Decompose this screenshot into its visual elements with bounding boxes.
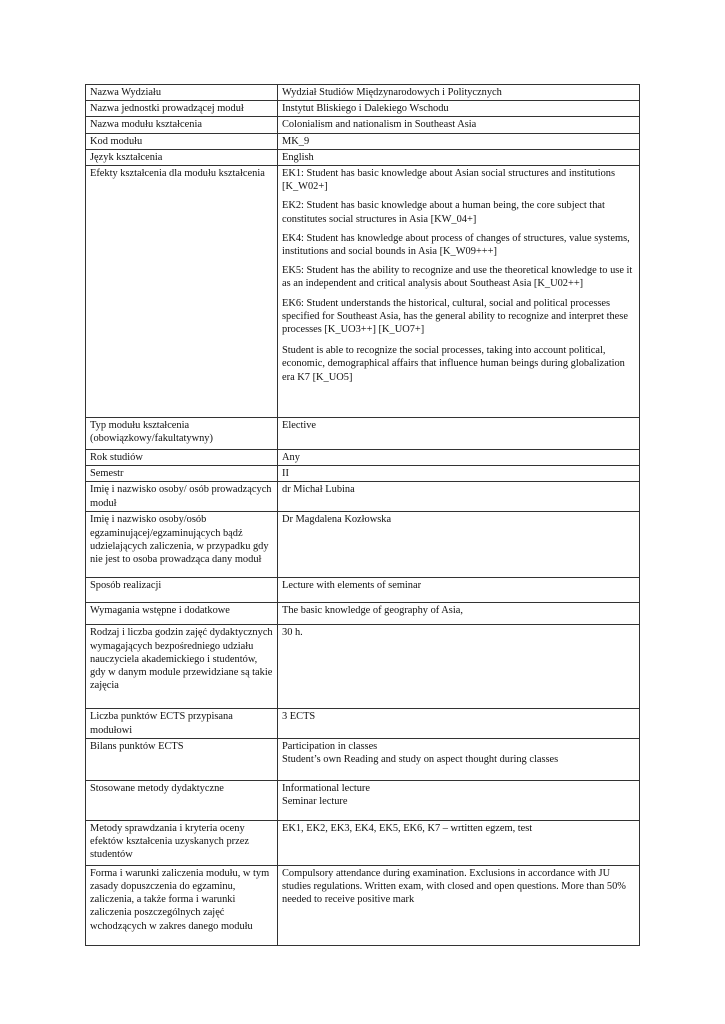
row-label: Imię i nazwisko osoby/osób egzaminującej/egzaminujących bądź udzielających zaliczenia, w przypadku gdy nie jest to osoba prowadząca dany moduł [86,512,278,578]
row-value: Elective [278,418,640,450]
row-label: Liczba punktów ECTS przypisana modułowi [86,709,278,738]
row-value: English [278,149,640,165]
table-row [86,149,640,165]
row-value [278,780,640,820]
table-row [86,820,640,865]
row-label: Kod modułu [86,133,278,149]
row-label: Bilans punktów ECTS [86,738,278,780]
row-value: MK_9 [278,133,640,149]
row-label: Efekty kształcenia dla modułu kształcenia [86,166,278,418]
row-label: Sposób realizacji [86,578,278,603]
row-value: II [278,466,640,482]
learning-effect: EK1: Student has basic knowledge about Asian social structures and institutions [K_W02+] [282,168,616,193]
table-row [86,117,640,133]
value-line: Student’s own Reading and study on aspect thought during classes [282,754,559,766]
row-value: Wydział Studiów Międzynarodowych i Politycznych [278,85,640,101]
row-label: Wymagania wstępne i dodatkowe [86,603,278,625]
row-label: Semestr [86,466,278,482]
row-value: Compulsory attendance during examination. Exclusions in accordance with JU studies regulations. Written exam, with closed and open questions. More than 50% needed to receive positive mark [278,865,640,945]
table-row [86,738,640,780]
learning-effects-cell [278,166,640,418]
row-value: Dr Magdalena Kozłowska [278,512,640,578]
table-row [86,133,640,149]
row-value [278,738,640,780]
table-row [86,482,640,512]
module-syllabus-table [85,84,640,946]
learning-effect: Student is able to recognize the social processes, taking into account political, economic, demographical affairs that influence human beings during globalization era K7 [K_UO5] [282,345,625,383]
table-row [86,578,640,603]
row-value: dr Michał Lubina [278,482,640,512]
row-value: Colonialism and nationalism in Southeast Asia [278,117,640,133]
row-value: 3 ECTS [278,709,640,738]
row-label: Forma i warunki zaliczenia modułu, w tym zasady dopuszczenia do egzaminu, zaliczenia, a także forma i warunki zaliczenia poszczególnych zajęć wchodzących w zakres danego modułu [86,865,278,945]
value-line: Participation in classes [282,740,378,752]
table-row [86,466,640,482]
table-row [86,101,640,117]
row-value: 30 h. [278,625,640,709]
table-row [86,780,640,820]
value-line: Seminar lecture [282,796,348,808]
row-value: Lecture with elements of seminar [278,578,640,603]
row-label: Imię i nazwisko osoby/ osób prowadzących moduł [86,482,278,512]
table-row [86,603,640,625]
learning-effect: EK5: Student has the ability to recognize and use the theoretical knowledge to use it as an independent and critical analysis about Southeast Asia [K_U02++] [282,265,633,290]
row-label: Nazwa Wydziału [86,85,278,101]
row-label: Rok studiów [86,450,278,466]
row-label: Nazwa jednostki prowadzącej moduł [86,101,278,117]
table-row [86,865,640,945]
table-row [86,418,640,450]
learning-effect: EK2: Student has basic knowledge about a human being, the core subject that constitutes social structures in Asia [KW_04+] [282,200,605,225]
row-label: Nazwa modułu kształcenia [86,117,278,133]
row-value: Instytut Bliskiego i Dalekiego Wschodu [278,101,640,117]
learning-effect: EK4: Student has knowledge about process of changes of structures, value systems, institutions and social bounds in Asia [K_W09+++] [282,232,630,258]
row-value: The basic knowledge of geography of Asia, [278,603,640,625]
row-value: EK1, EK2, EK3, EK4, EK5, EK6, K7 – wrtitten egzem, test [278,820,640,865]
table-row [86,166,640,418]
table-row [86,709,640,738]
table-row [86,512,640,578]
table-row [86,450,640,466]
row-label: Język kształcenia [86,149,278,165]
value-line: Informational lecture [282,782,370,794]
row-value: Any [278,450,640,466]
table-row [86,85,640,101]
row-label: Stosowane metody dydaktyczne [86,780,278,820]
row-label: Typ modułu kształcenia (obowiązkowy/fakultatywny) [86,418,278,450]
learning-effect: EK6: Student understands the historical, cultural, social and political processes specified for Southeast Asia, has the general ability to recognize and interpret these processes [K_UO3++] [K_UO7+] [282,297,628,336]
row-label: Rodzaj i liczba godzin zajęć dydaktycznych wymagających bezpośredniego udziału nauczyciela akademickiego i studentów, gdy w danym module przewidziane są takie zajęcia [86,625,278,709]
row-label: Metody sprawdzania i kryteria oceny efektów kształcenia uzyskanych przez studentów [86,820,278,865]
table-row [86,625,640,709]
